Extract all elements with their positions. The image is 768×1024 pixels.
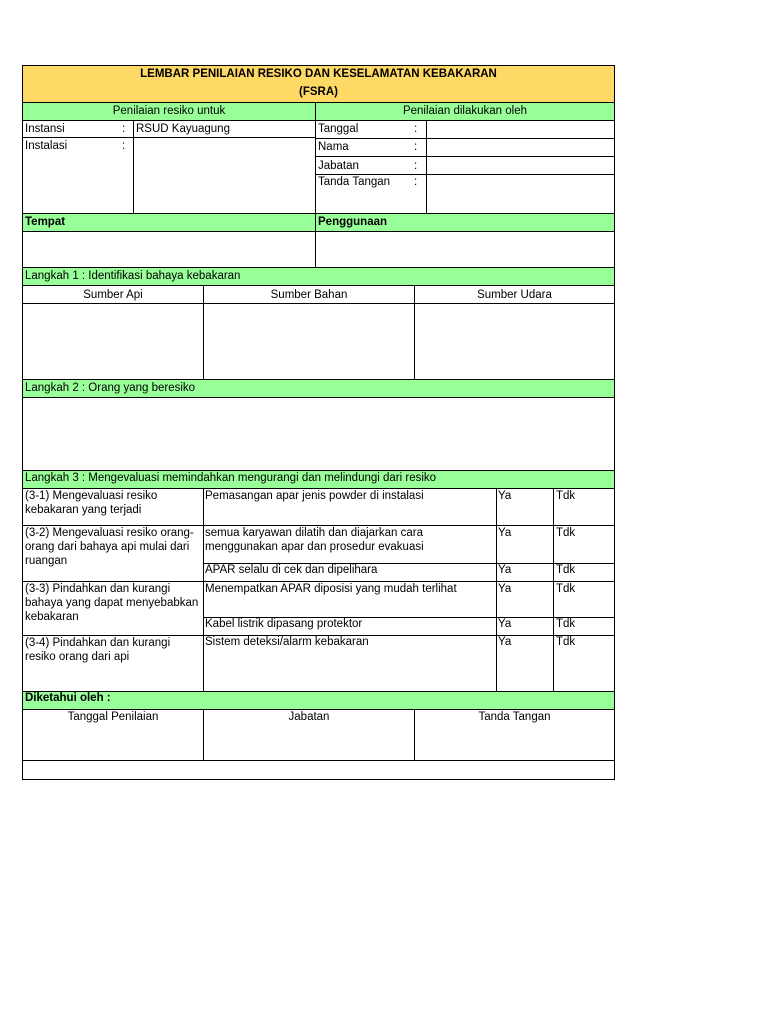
step2-cell[interactable] [22,397,615,471]
nama-colon: : [414,141,418,153]
form-subtitle: (FSRA) [299,86,338,98]
item-1-text: Pemasangan apar jenis powder di instalasi [205,490,424,502]
item-2-ya: Ya [498,527,512,539]
tanda-tangan-value-cell[interactable] [426,174,615,214]
tanda-tangan-label: Tanda Tangan [318,176,391,188]
instansi-label: Instansi [25,123,65,135]
sumber-udara-label: Sumber Udara [477,289,552,301]
known-by-label: Diketahui oleh : [25,692,111,704]
tempat-value-cell[interactable] [22,231,316,268]
item-4-text: Menempatkan APAR diposisi yang mudah terlihat [205,583,457,595]
instalasi-value-cell[interactable] [133,137,316,214]
step1-label: Langkah 1 : Identifikasi bahaya kebakaran [25,270,241,282]
step3-label: Langkah 3 : Mengevaluasi memindahkan mengurangi dan melindungi dari resiko [25,472,437,484]
tanggal-value-cell[interactable] [426,120,615,139]
item-2-tdk: Tdk [556,527,576,539]
item-6-ya: Ya [498,636,512,648]
nama-value-cell[interactable] [426,138,615,157]
group-3-2-label: (3-2) Mengevaluasi resiko orang-orang dari bahaya api mulai dari ruangan [25,527,194,567]
group-3-3-label: (3-3) Pindahkan dan kurangi bahaya yang dapat menyebabkan kebakaran [25,583,199,623]
item-4-ya: Ya [498,583,512,595]
item-6-tdk: Tdk [556,636,576,648]
instalasi-label: Instalasi [25,140,68,152]
item-3-text: APAR selalu di cek dan dipelihara [205,564,378,576]
jabatan-colon: : [414,160,418,172]
item-6-text: Sistem deteksi/alarm kebakaran [205,636,369,648]
jabatan-label: Jabatan [318,160,359,172]
item-5-text: Kabel listrik dipasang protektor [205,618,363,630]
group-3-1-label: (3-1) Mengevaluasi resiko kebakaran yang terjadi [25,490,158,516]
known-by-header [22,691,615,710]
footer-tanda-tangan-label: Tanda Tangan [478,711,551,723]
item-3-ya: Ya [498,564,512,576]
item-5-tdk: Tdk [556,618,576,630]
instansi-value: RSUD Kayuagung [136,123,230,135]
footer-blank-row [22,760,615,780]
item-1-ya: Ya [498,490,512,502]
sumber-udara-cell[interactable] [414,303,615,380]
sumber-api-label: Sumber Api [83,289,143,301]
group-3-4-label: (3-4) Pindahkan dan kurangi resiko orang dari api [25,637,171,663]
penggunaan-value-cell[interactable] [315,231,615,268]
item-4-tdk: Tdk [556,583,576,595]
jabatan-value-cell[interactable] [426,156,615,175]
step2-label: Langkah 2 : Orang yang beresiko [25,382,196,394]
nama-label: Nama [318,141,349,153]
form-title: LEMBAR PENILAIAN RESIKO DAN KESELAMATAN KEBAKARAN [140,68,497,80]
footer-jabatan-label: Jabatan [288,711,330,723]
item-2-text: semua karyawan dilatih dan diajarkan cara menggunakan apar dan prosedur evakuasi [205,527,424,553]
item-5-ya: Ya [498,618,512,630]
sumber-api-cell[interactable] [22,303,204,380]
assessment-by-label: Penilaian dilakukan oleh [402,105,528,117]
instansi-colon: : [122,123,126,135]
tanda-tangan-colon: : [414,176,418,188]
penggunaan-label: Penggunaan [318,216,388,228]
tempat-header [22,213,316,232]
sumber-bahan-label: Sumber Bahan [270,289,348,301]
tanggal-colon: : [414,123,418,135]
tanggal-label: Tanggal [318,123,359,135]
tempat-label: Tempat [25,216,66,228]
assessment-for-label: Penilaian resiko untuk [112,105,226,117]
item-1-tdk: Tdk [556,490,576,502]
tanggal-penilaian-label: Tanggal Penilaian [67,711,159,723]
item-3-tdk: Tdk [556,564,576,576]
instalasi-colon: : [122,140,126,152]
sumber-bahan-cell[interactable] [203,303,415,380]
